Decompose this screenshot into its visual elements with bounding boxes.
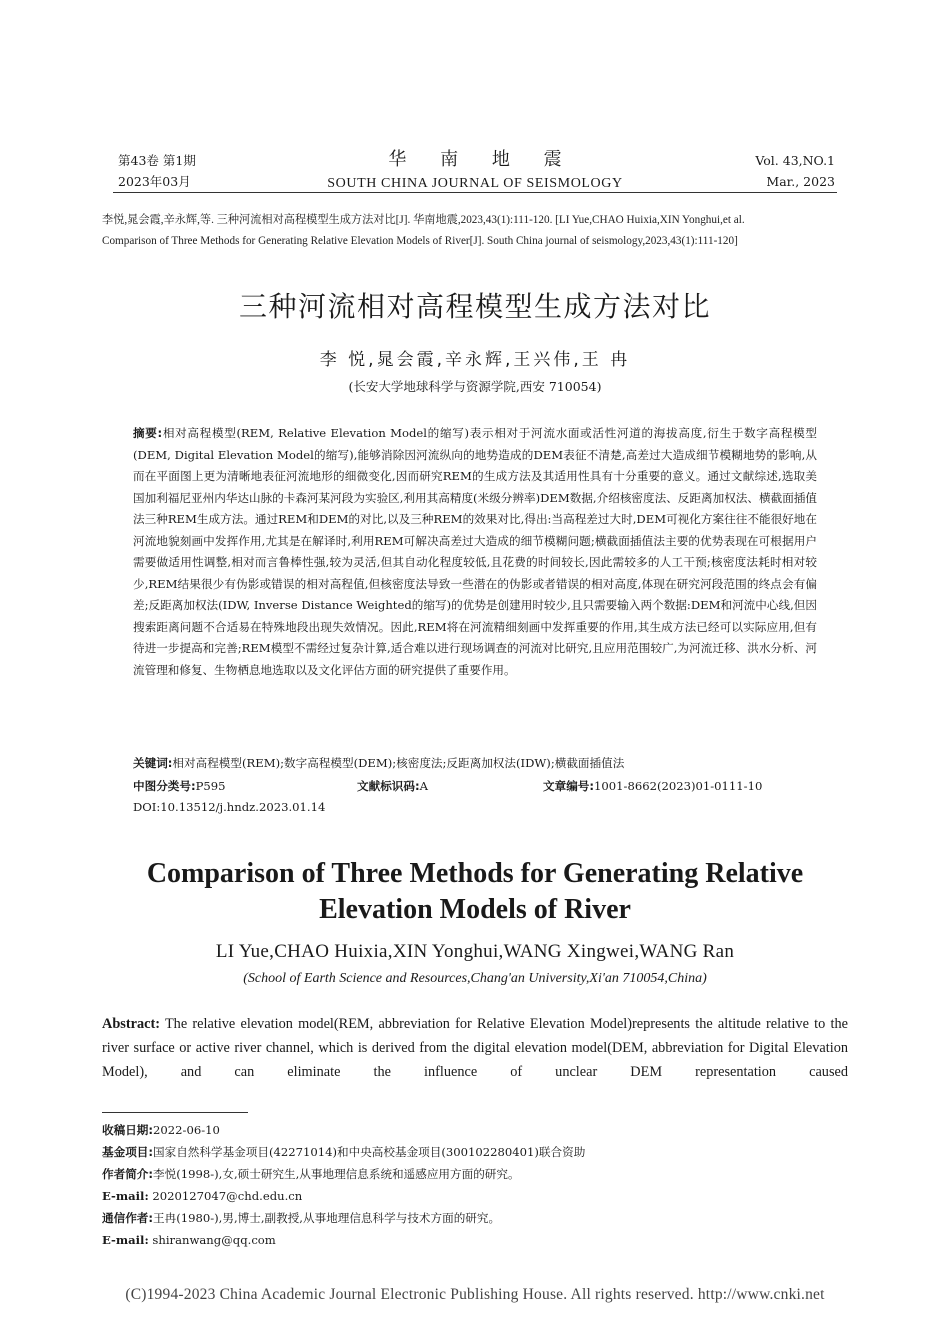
footnote-label: E-mail:	[102, 1189, 149, 1203]
authors-cn: 李 悦,晁会霞,辛永辉,王兴伟,王 冉	[319, 350, 631, 370]
footnote-text: 王冉(1980-),男,博士,副教授,从事地理信息科学与技术方面的研究。	[153, 1211, 501, 1225]
volume-issue: 第43卷 第1期	[118, 153, 196, 168]
citation-block	[102, 210, 862, 252]
keywords-cn	[133, 753, 833, 774]
abstract-cn-text: 相对高程模型(REM, Relative Elevation Model的缩写)表示相对于河流水面或活性河道的海拔高度,衍生于数字高程模型(DEM, Digital Elevation Model的缩写),能够消除因河流纵向的地势造成的DEM表征不清楚,高差过大造成细节模糊地势的影响,从而在平面图上更为清晰地表征河流地形的细微变化,因而研究REM的生成方法及其适用性具有十分重要的意义。通过文献综述,选取美国加利福尼亚州内华达山脉的卡森河某河段为实验区,利用其高精度(米级分辨率)DEM数据,介绍核密度法、反距离加权法、横截面插值法三种REM生成方法。通过REM和DEM的对比,以及三种REM的效果对比,得出:当高程差过大时,DEM可视化方案往往不能很好地在河流地貌刻画中发挥作用,尤其是在解译时,利用REM可解决高差过大造成的细节模糊问题;横截面插值法主要的优势表现在可根据用户需要做适用性调整,相对而言鲁棒性强,较为灵活,但其自动化程度较低,且花费的时间较长,因此需较多的人工干预;核密度法耗时相对较少,REM结果很少有伪影或错误的相对高程值,但核密度法导致一些潜在的伪影或者错误的相对高度,体现在研究河段范围的终点会有偏差;反距离加权法(IDW, Inverse Distance Weighted的缩写)的优势是创建用时较少,且只需要输入两个数据:DEM和河流中心线,但因搜索距离问题不合适易在特殊地段出现失效情况。因此,REM将在河流精细刻画中发挥重要的作用,其生成方法已经可以实际应用,但有待进一步提高和完善;REM模型不需经过复杂计算,适合难以进行现场调查的河流对比研究,且应用范围较广,为河流迁移、洪水分析、河流管理和修复、生物栖息地选取以及文化评估方面的研究提供了重要作用。	[133, 426, 817, 678]
clc-number	[133, 776, 226, 797]
footnote-author-email	[102, 1185, 862, 1207]
header-divider	[113, 192, 837, 193]
doc-code-label: 文献标识码:	[357, 779, 420, 793]
footnote-text: 2022-06-10	[153, 1123, 220, 1137]
footnote-corresponding-email	[102, 1229, 862, 1251]
abstract-cn	[133, 423, 817, 682]
footnote-label: 收稿日期:	[102, 1123, 154, 1137]
footnote-label: 基金项目:	[102, 1145, 154, 1159]
footnote-corresponding	[102, 1207, 862, 1229]
copyright-notice: (C)1994-2023 China Academic Journal Electronic Publishing House. All rights reserved. http://www.cnki.net	[125, 1286, 825, 1303]
title-en	[0, 856, 950, 928]
clc-value: P595	[195, 779, 226, 793]
header-right	[755, 150, 835, 192]
journal-name-cn: 华 南 地 震	[388, 149, 576, 170]
issue-date-en: Mar., 2023	[766, 174, 835, 189]
footnotes	[102, 1119, 862, 1251]
doc-code-value: A	[419, 779, 428, 793]
abstract-en-label: Abstract:	[102, 1016, 160, 1032]
volume-number-en: Vol. 43,NO.1	[755, 153, 835, 168]
footnote-funding	[102, 1141, 862, 1163]
doi: DOI:10.13512/j.hndz.2023.01.14	[133, 800, 326, 814]
article-number	[543, 776, 762, 797]
footnote-received	[102, 1119, 862, 1141]
abstract-cn-label: 摘要:	[133, 426, 163, 440]
footnote-label: 作者简介:	[102, 1167, 154, 1181]
footnote-label: 通信作者:	[102, 1211, 154, 1225]
footnote-divider	[102, 1112, 248, 1113]
citation-line: Comparison of Three Methods for Generating Relative Elevation Models of River[J]. South China journal of seismology,2023,43(1):111-120]	[102, 235, 738, 247]
clc-label: 中图分类号:	[133, 779, 196, 793]
footnote-label: E-mail:	[102, 1233, 149, 1247]
title-en-line: Elevation Models of River	[319, 894, 631, 925]
footnote-text: 国家自然科学基金项目(42271014)和中央高校基金项目(300102280401)联合资助	[153, 1145, 586, 1159]
title-cn: 三种河流相对高程模型生成方法对比	[238, 290, 711, 323]
keywords-text: 相对高程模型(REM);数字高程模型(DEM);核密度法;反距离加权法(IDW);横截面插值法	[172, 756, 625, 770]
journal-name-en: SOUTH CHINA JOURNAL OF SEISMOLOGY	[327, 176, 623, 191]
authors-en: LI Yue,CHAO Huixia,XIN Yonghui,WANG Xingwei,WANG Ran	[215, 941, 735, 962]
footnote-text: shiranwang@qq.com	[152, 1233, 276, 1247]
keywords-label: 关键词:	[133, 756, 173, 770]
document-code	[357, 776, 428, 797]
issue-date-cn: 2023年03月	[118, 174, 191, 189]
title-en-line: Comparison of Three Methods for Generating Relative	[146, 858, 804, 889]
abstract-en-text: The relative elevation model(REM, abbreviation for Relative Elevation Model)represents the altitude relative to the river surface or active river channel, which is derived from the digital elevation model(DEM, abbreviation for Digital Elevation Model), and can eliminate the influence of unclear DEM representation caused	[102, 1016, 848, 1080]
affiliation-en: (School of Earth Science and Resources,Chang'an University,Xi'an 710054,China)	[243, 971, 707, 986]
abstract-en	[102, 1012, 848, 1084]
article-number-value: 1001-8662(2023)01-0111-10	[594, 779, 763, 793]
affiliation-cn: (长安大学地球科学与资源学院,西安 710054)	[348, 379, 602, 394]
article-number-label: 文章编号:	[543, 779, 595, 793]
footnote-author-bio	[102, 1163, 862, 1185]
footnote-text: 李悦(1998-),女,硕士研究生,从事地理信息系统和遥感应用方面的研究。	[153, 1167, 520, 1181]
footnote-text: 2020127047@chd.edu.cn	[152, 1189, 303, 1203]
citation-line: 李悦,晁会霞,辛永辉,等. 三种河流相对高程模型生成方法对比[J]. 华南地震,2023,43(1):111-120. [LI Yue,CHAO Huixia,XIN Yonghui,et al.	[102, 214, 745, 226]
